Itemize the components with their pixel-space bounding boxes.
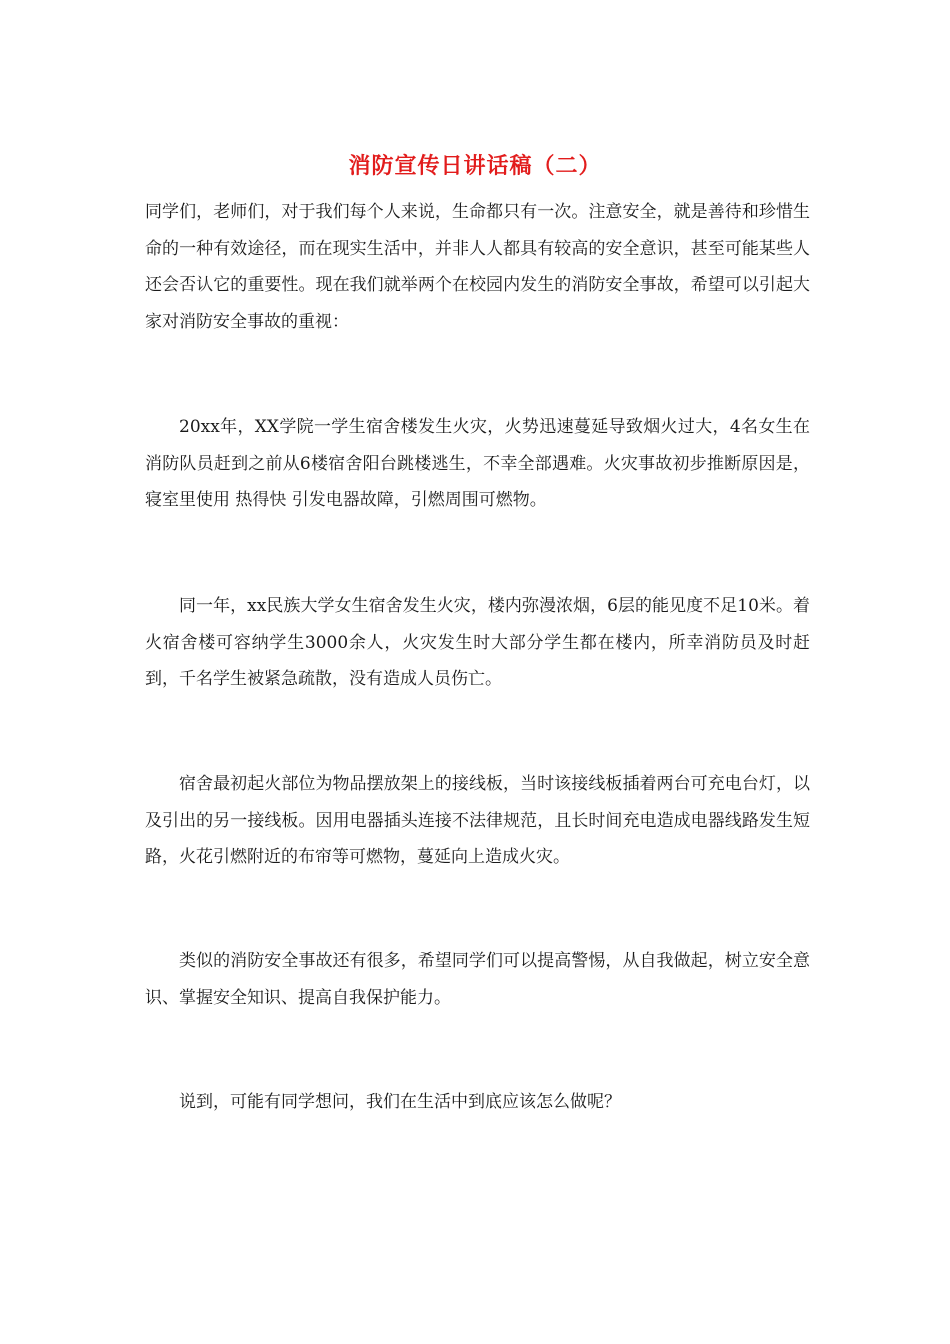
paragraph-incident-1: 20xx年，XX学院一学生宿舍楼发生火灾，火势迅速蔓延导致烟火过大，4名女生在消防队员赶到之前从6楼宿舍阳台跳楼逃生，不幸全部遇难。火灾事故初步推断原因是，寝室里使用 热得快 引发电器故障，引燃周围可燃物。 (145, 417, 810, 510)
paragraph-question: 说到，可能有同学想问，我们在生活中到底应该怎么做呢？ (179, 1092, 621, 1112)
paragraph-fire-cause: 宿舍最初起火部位为物品摆放架上的接线板，当时该接线板插着两台可充电台灯，以及引出的另一接线板。因用电器插头连接不法律规范，且长时间充电造成电器线路发生短路，火花引燃附近的布帘等可燃物，蔓延向上造成火灾。 (145, 774, 810, 867)
paragraph-intro: 同学们，老师们，对于我们每个人来说，生命都只有一次。注意安全，就是善待和珍惜生命的一种有效途径，而在现实生活中，并非人人都具有较高的安全意识，甚至可能某些人还会否认它的重要性。现在我们就举两个在校园内发生的消防安全事故，希望可以引起大家对消防安全事故的重视： (145, 202, 810, 332)
paragraph-incident-2: 同一年，xx民族大学女生宿舍发生火灾，楼内弥漫浓烟，6层的能见度不足10米。着火宿舍楼可容纳学生3000余人，火灾发生时大部分学生都在楼内，所幸消防员及时赶到，千名学生被紧急疏散，没有造成人员伤亡。 (145, 596, 810, 689)
document-title: 消防宣传日讲话稿（二） (348, 154, 602, 179)
paragraph-appeal: 类似的消防安全事故还有很多，希望同学们可以提高警惕，从自我做起，树立安全意识、掌握安全知识、提高自我保护能力。 (145, 951, 810, 1008)
